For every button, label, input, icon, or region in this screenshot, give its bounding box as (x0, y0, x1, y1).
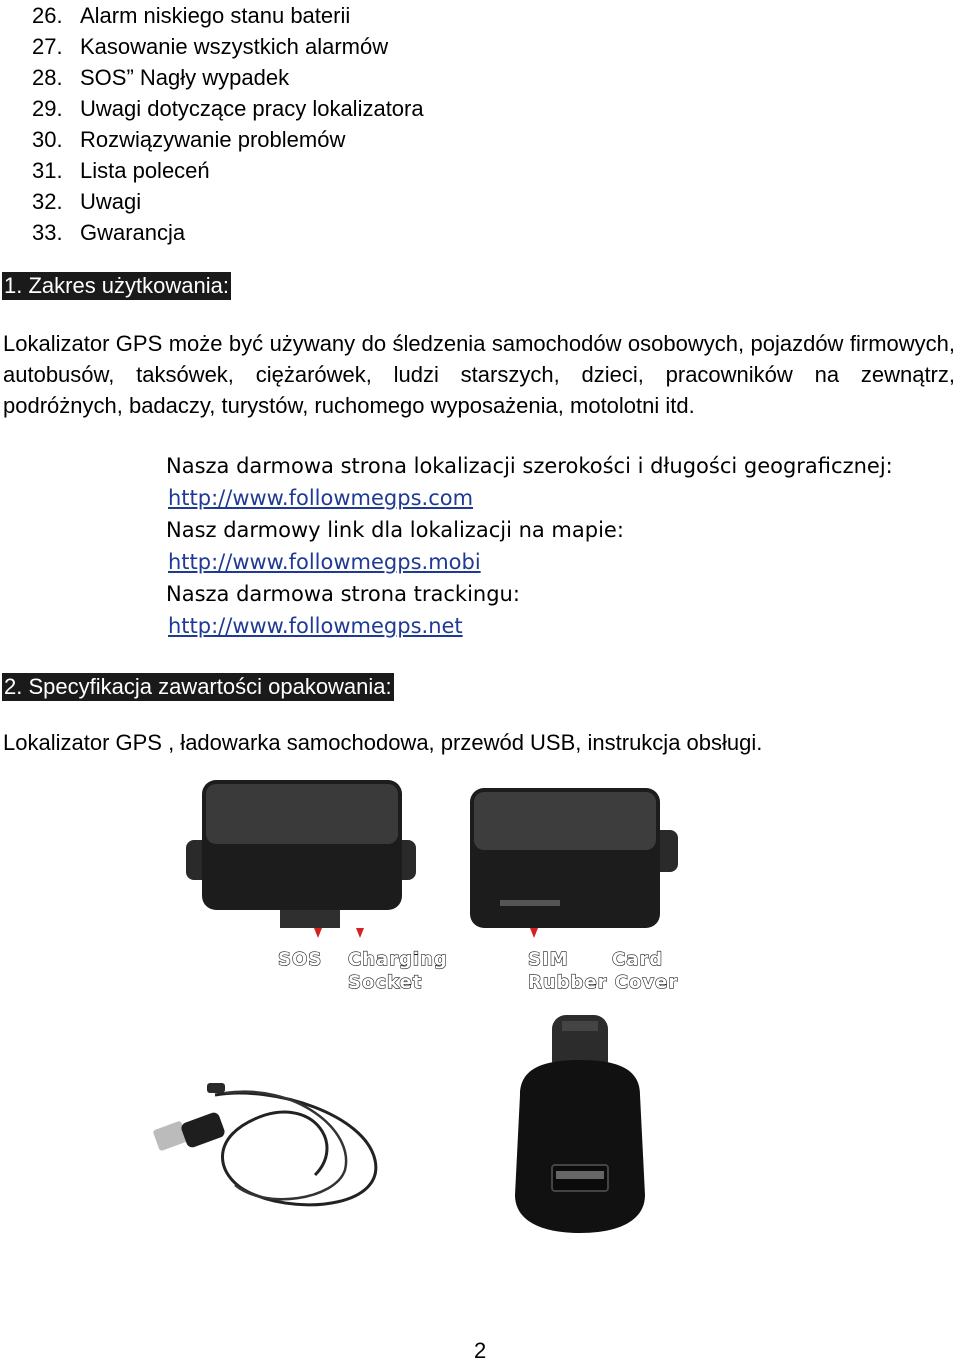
table-of-contents (6, 0, 424, 248)
section-1-heading: 1. Zakres użytkowania: (4, 273, 229, 298)
toc-number: 28. (32, 65, 63, 90)
tracker-photo (180, 770, 700, 1000)
toc-text: SOS” Nagły wypadek (80, 65, 290, 90)
car-charger-photo (500, 1015, 660, 1245)
link-followmegps-mobi[interactable]: http://www.followmegps.mobi (168, 550, 481, 574)
toc-number: 31. (32, 158, 63, 183)
toc-number: 26. (32, 3, 63, 28)
toc-number: 27. (32, 34, 63, 59)
socket-label: Socket (348, 972, 423, 993)
toc-text: Alarm niskiego stanu baterii (80, 3, 351, 28)
links-block (166, 450, 893, 642)
toc-number: 33. (32, 220, 63, 245)
toc-number: 29. (32, 96, 63, 121)
toc-item (6, 155, 424, 186)
link-followmegps-com[interactable]: http://www.followmegps.com (168, 486, 474, 510)
rubber-cover-label: Rubber Cover (528, 972, 679, 993)
toc-text: Gwarancja (80, 220, 186, 245)
toc-item (6, 217, 424, 248)
sos-label: SOS (278, 949, 323, 970)
link-label: Nasza darmowa strona lokalizacji szerokości i długości geograficznej: (166, 454, 893, 478)
link-label: Nasz darmowy link dla lokalizacji na mapie: (166, 518, 624, 542)
toc-item (6, 124, 424, 155)
link-label: Nasza darmowa strona trackingu: (166, 582, 520, 606)
toc-item (6, 93, 424, 124)
page-number: 2 (474, 1338, 487, 1363)
toc-text: Uwagi (80, 189, 142, 214)
toc-item (6, 186, 424, 217)
usage-paragraph: Lokalizator GPS może być używany do śledzenia samochodów osobowych, pojazdów firmowych, autobusów, taksówek, ciężarówek, ludzi starszych, dzieci, pracowników na zewnątrz, podróżnych, badaczy, turystów, ruchomego wyposażenia, motolotni itd. (3, 331, 955, 418)
toc-item (6, 0, 424, 31)
link-followmegps-net[interactable]: http://www.followmegps.net (168, 614, 463, 638)
charging-label: Charging (348, 949, 448, 970)
toc-item (6, 62, 424, 93)
toc-text: Lista poleceń (80, 158, 210, 183)
section-2-heading: 2. Specyfikacja zawartości opakowania: (4, 674, 392, 699)
toc-text: Rozwiązywanie problemów (80, 127, 346, 152)
toc-number: 32. (32, 189, 63, 214)
card-label: Card (612, 949, 664, 970)
toc-text: Uwagi dotyczące pracy lokalizatora (80, 96, 424, 121)
package-contents: Lokalizator GPS , ładowarka samochodowa, przewód USB, instrukcja obsługi. (3, 730, 763, 755)
toc-number: 30. (32, 127, 63, 152)
usb-cable-photo (145, 1075, 395, 1225)
sim-label: SIM (528, 949, 569, 970)
toc-text: Kasowanie wszystkich alarmów (80, 34, 389, 59)
toc-item (6, 31, 424, 62)
tracker-device-left (186, 780, 416, 928)
tracker-device-right (470, 788, 678, 928)
